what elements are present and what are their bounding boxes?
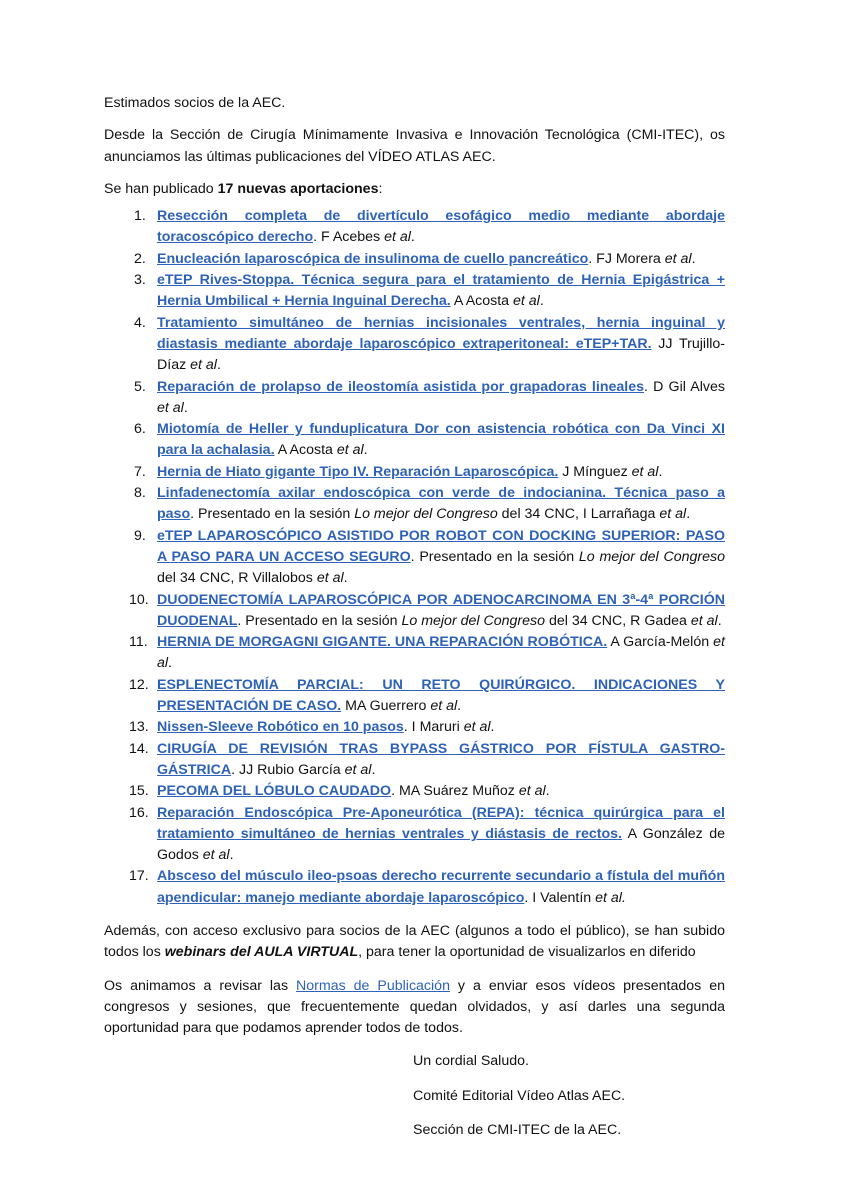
signature-line-committee: Comité Editorial Vídeo Atlas AEC. bbox=[413, 1087, 626, 1104]
publication-entry bbox=[157, 462, 725, 483]
et-al: et al bbox=[690, 612, 718, 629]
et-al: et al bbox=[659, 506, 687, 523]
publication-item bbox=[104, 206, 725, 249]
publication-title-link[interactable]: Miotomía de Heller y funduplicatura Dor con asistencia robótica con Da Vinci XI para la achalasia. bbox=[157, 421, 725, 459]
publication-number: 13. bbox=[129, 719, 149, 736]
publication-end: . bbox=[168, 655, 172, 672]
publication-end: . bbox=[363, 442, 368, 459]
et-al: et al bbox=[157, 399, 184, 416]
publication-author-text: A Acosta bbox=[450, 293, 514, 310]
publication-item bbox=[104, 803, 725, 867]
publication-author-text: . I Valentín bbox=[524, 889, 596, 906]
publication-title-link[interactable]: DUODENECTOMÍA LAPAROSCÓPICA POR ADENOCARCINOMA EN 3ª-4ª PORCIÓN DUODENAL bbox=[157, 591, 725, 629]
publication-end: . bbox=[545, 783, 550, 800]
publication-item bbox=[104, 313, 725, 377]
publication-title-link[interactable]: Resección completa de divertículo esofágico medio mediante abordaje toracoscópico derecho bbox=[157, 208, 725, 246]
publication-author-text: . I Maruri bbox=[403, 719, 464, 736]
publication-title-link[interactable]: eTEP LAPAROSCÓPICO ASISTIDO POR ROBOT CON DOCKING SUPERIOR: PASO A PASO PARA UN ACCESO SEGURO bbox=[157, 527, 725, 565]
publication-author-text: MA Guerrero bbox=[341, 698, 431, 715]
publication-number: 16. bbox=[129, 804, 149, 821]
publication-list bbox=[104, 206, 725, 909]
publication-author-text: . Presentado en la sesión bbox=[190, 506, 355, 523]
publication-author-text: . F Acebes bbox=[313, 229, 385, 246]
publication-entry bbox=[157, 206, 725, 249]
publication-author-text: . Presentado en la sesión bbox=[410, 548, 579, 565]
publication-count-line bbox=[104, 179, 725, 200]
publication-number: 17. bbox=[129, 868, 149, 885]
publication-title-link[interactable]: Reparación Endoscópica Pre-Aponeurótica (REPA): técnica quirúrgica para el tratamiento simultáneo de hernias ventrales y diástasis de rectos. bbox=[157, 804, 725, 842]
publication-author-text: . FJ Morera bbox=[588, 250, 665, 267]
publication-author-text: JJ Trujillo-Díaz bbox=[157, 335, 725, 374]
publication-number: 10. bbox=[129, 591, 149, 608]
et-al: et al bbox=[463, 719, 491, 736]
publication-item bbox=[104, 675, 725, 718]
et-al: et al. bbox=[595, 889, 626, 906]
publication-entry bbox=[157, 866, 725, 909]
signature-block bbox=[413, 1051, 725, 1141]
et-al: et al bbox=[316, 570, 344, 587]
publication-item bbox=[104, 781, 725, 802]
et-al: et al bbox=[513, 293, 540, 310]
publication-author-text: . MA Suárez Muñoz bbox=[391, 783, 519, 800]
session-name: Lo mejor del Congreso bbox=[354, 506, 498, 523]
norms-post: y a enviar esos vídeos presentados en congresos y sesiones, que frecuentemente quedan olvidados, y así darles una segunda oportunidad para que podamos aprender todos de todos. bbox=[104, 977, 725, 1037]
publication-end: . bbox=[686, 506, 691, 523]
publication-item bbox=[104, 270, 725, 313]
et-al: et al bbox=[631, 463, 659, 480]
publication-end: . bbox=[216, 357, 221, 374]
webinar-highlight: webinars del AULA VIRTUAL bbox=[164, 944, 359, 961]
publication-title-link[interactable]: Reparación de prolapso de ileostomía asistida por grapadoras lineales bbox=[157, 378, 644, 395]
publication-title-link[interactable]: HERNIA DE MORGAGNI GIGANTE. UNA REPARACIÓN ROBÓTICA. bbox=[157, 634, 608, 651]
et-al: et al bbox=[202, 847, 230, 864]
publication-end: . bbox=[371, 761, 376, 778]
publication-item bbox=[104, 377, 725, 420]
publication-end: . bbox=[410, 229, 415, 246]
publication-number: 11. bbox=[129, 634, 148, 651]
publication-entry bbox=[157, 717, 725, 738]
publication-author-text: . Presentado en la sesión bbox=[237, 612, 402, 629]
publication-number: 3. bbox=[134, 272, 146, 289]
et-al: et al bbox=[664, 250, 692, 267]
publication-end: . bbox=[717, 612, 722, 629]
publication-author-text: . D Gil Alves bbox=[643, 378, 725, 395]
publication-number: 5. bbox=[134, 378, 146, 395]
signature-line-closing: Un cordial Saludo. bbox=[413, 1053, 529, 1070]
greeting: Estimados socios de la AEC. bbox=[104, 95, 286, 111]
publication-end: . bbox=[183, 399, 188, 416]
et-al: et al bbox=[384, 229, 411, 246]
publication-congress-text: del 34 CNC, I Larrañaga bbox=[497, 506, 660, 523]
publication-number: 6. bbox=[134, 421, 146, 438]
signature-line-section: Sección de CMI-ITEC de la AEC. bbox=[413, 1122, 622, 1139]
webinar-paragraph bbox=[104, 921, 725, 964]
et-al: et al bbox=[157, 634, 725, 672]
publication-item bbox=[104, 632, 725, 675]
publication-entry bbox=[157, 739, 725, 782]
publication-entry bbox=[157, 526, 725, 590]
publication-title-link[interactable]: Absceso del músculo ileo-psoas derecho recurrente secundario a fístula del muñón apendicular: manejo mediante abordaje laparoscópico bbox=[157, 868, 725, 906]
session-name: Lo mejor del Congreso bbox=[401, 612, 545, 629]
publication-end: . bbox=[490, 719, 495, 736]
et-al: et al bbox=[344, 761, 372, 778]
publication-entry bbox=[157, 249, 725, 270]
publication-item bbox=[104, 526, 725, 590]
publication-item bbox=[104, 739, 725, 782]
publication-author-text: A González de Godos bbox=[157, 825, 725, 864]
publication-number: 15. bbox=[129, 783, 149, 800]
publication-end: . bbox=[658, 463, 663, 480]
publication-end: . bbox=[229, 847, 234, 864]
publication-entry bbox=[157, 377, 725, 420]
count-suffix: : bbox=[378, 180, 383, 197]
publication-title-link[interactable]: PECOMA DEL LÓBULO CAUDADO bbox=[157, 783, 392, 800]
publication-end: . bbox=[691, 250, 696, 267]
publication-author-text: A García-Melón bbox=[607, 634, 714, 651]
publication-title-link[interactable]: Linfadenectomía axilar endoscópica con verde de indocianina. Técnica paso a paso bbox=[157, 485, 725, 523]
publication-author-text: J Mínguez bbox=[558, 463, 632, 480]
publication-item bbox=[104, 483, 725, 526]
publication-title-link[interactable]: eTEP Rives-Stoppa. Técnica segura para el tratamiento de Hernia Epigástrica + Hernia Umbilical + Hernia Inguinal Derecha. bbox=[157, 272, 725, 310]
publication-item bbox=[104, 717, 725, 738]
publication-end: . bbox=[343, 570, 348, 587]
publication-item bbox=[104, 462, 725, 483]
publication-title-link[interactable]: ESPLENECTOMÍA PARCIAL: UN RETO QUIRÚRGICO. INDICACIONES Y PRESENTACIÓN DE CASO. bbox=[157, 676, 725, 715]
publication-congress-text: del 34 CNC, R Villalobos bbox=[157, 570, 317, 587]
publication-item bbox=[104, 866, 725, 909]
publication-entry bbox=[157, 803, 725, 867]
publication-number: 1. bbox=[134, 208, 146, 225]
publication-number: 7. bbox=[134, 463, 146, 480]
publication-entry bbox=[157, 590, 725, 633]
publication-title-link[interactable]: Nissen-Sleeve Robótico en 10 pasos bbox=[157, 719, 404, 736]
publication-entry bbox=[157, 270, 725, 313]
norms-paragraph bbox=[104, 976, 725, 1040]
norms-pre: Os animamos a revisar las bbox=[104, 977, 297, 994]
count-prefix: Se han publicado bbox=[104, 180, 218, 197]
count-bold: 17 nuevas aportaciones bbox=[217, 180, 379, 197]
intro-paragraph: Desde la Sección de Cirugía Mínimamente Invasiva e Innovación Tecnológica (CMI-ITEC), os anunciamos las últimas publicaciones del VÍDEO ATLAS AEC. bbox=[104, 127, 725, 165]
et-al: et al bbox=[336, 442, 364, 459]
letter-body bbox=[104, 93, 725, 1154]
publication-entry bbox=[157, 419, 725, 462]
publication-number: 12. bbox=[129, 676, 149, 693]
publication-number: 9. bbox=[134, 527, 146, 544]
publication-congress-text: del 34 CNC, R Gadea bbox=[545, 612, 691, 629]
publication-author-text: A Acosta bbox=[274, 442, 337, 459]
publication-item bbox=[104, 590, 725, 633]
publication-entry bbox=[157, 313, 725, 377]
publication-entry bbox=[157, 675, 725, 718]
publication-title-link[interactable]: Enucleación laparoscópica de insulinoma de cuello pancreático bbox=[157, 250, 589, 267]
et-al: et al bbox=[430, 698, 458, 715]
publication-entry bbox=[157, 483, 725, 526]
publication-author-text: . JJ Rubio García bbox=[231, 761, 345, 778]
publication-title-link[interactable]: Tratamiento simultáneo de hernias incisionales ventrales, hernia inguinal y diastasis mediante abordaje laparoscópico extraperitoneal: eTEP+TAR. bbox=[157, 314, 725, 352]
webinar-pre: Además, con acceso exclusivo para socios de la AEC (algunos a todo el público), se han subido todos los bbox=[104, 922, 725, 961]
webinar-post: , para tener la oportunidad de visualizarlos en diferido bbox=[358, 944, 696, 961]
publication-item bbox=[104, 249, 725, 270]
publication-title-link[interactable]: Hernia de Hiato gigante Tipo IV. Reparación Laparoscópica. bbox=[157, 463, 559, 480]
publication-number: 2. bbox=[134, 250, 146, 267]
publication-entry bbox=[157, 632, 725, 675]
publication-item bbox=[104, 419, 725, 462]
publication-end: . bbox=[457, 698, 462, 715]
et-al: et al bbox=[190, 357, 217, 374]
publication-title-link[interactable]: CIRUGÍA DE REVISIÓN TRAS BYPASS GÁSTRICO POR FÍSTULA GASTRO-GÁSTRICA bbox=[157, 740, 725, 778]
norms-link[interactable]: Normas de Publicación bbox=[296, 977, 450, 994]
session-name: Lo mejor del Congreso bbox=[578, 548, 726, 565]
publication-end: . bbox=[539, 293, 544, 310]
publication-entry bbox=[157, 781, 725, 802]
publication-number: 8. bbox=[134, 485, 146, 502]
et-al: et al bbox=[518, 783, 546, 800]
publication-number: 14. bbox=[129, 740, 149, 757]
publication-number: 4. bbox=[134, 314, 146, 331]
